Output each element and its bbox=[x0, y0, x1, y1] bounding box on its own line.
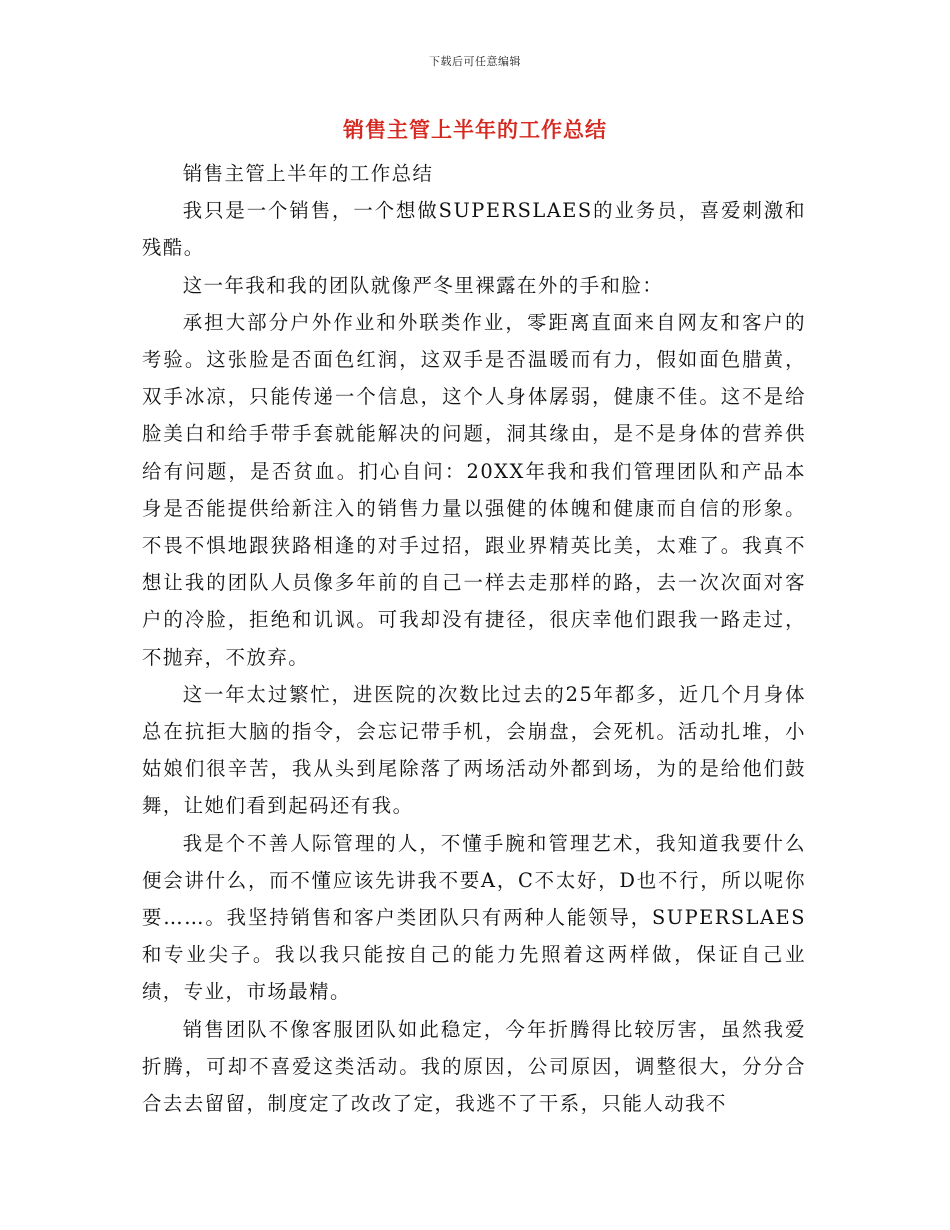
paragraph: 我是个不善人际管理的人，不懂手腕和管理艺术，我知道我要什么便会讲什么，而不懂应该先讲我不要A，C不太好，D也不行，所以呢你要……。我坚持销售和客户类团队只有两种人能领导，SUPERSLAES和专业尖子。我以我只能按自己的能力先照着这两样做，保证自己业绩，专业，市场最精。 bbox=[142, 831, 806, 1004]
paragraph: 承担大部分户外作业和外联类作业，零距离直面来自网友和客户的考验。这张脸是否面色红润，这双手是否温暖而有力，假如面色腊黄，双手冰凉，只能传递一个信息，这个人身体孱弱，健康不佳。这不是给脸美白和给手带手套就能解决的问题，洞其缘由，是不是身体的营养供给有问题，是否贫血。扪心自问：20XX年我和我们管理团队和产品本身是否能提供给新注入的销售力量以强健的体魄和健康而自信的形象。不畏不惧地跟狭路相逢的对手过招，跟业界精英比美，太难了。我真不想让我的团队人员像多年前的自己一样去走那样的路，去一次次面对客户的冷脸，拒绝和讥讽。可我却没有捷径，很庆幸他们跟我一路走过，不抛弃，不放弃。 bbox=[142, 310, 806, 669]
document-body bbox=[142, 155, 806, 1122]
download-edit-note: 下载后可任意编辑 bbox=[429, 55, 521, 68]
paragraph: 这一年太过繁忙，进医院的次数比过去的25年都多，近几个月身体总在抗拒大脑的指令，会忘记带手机，会崩盘，会死机。活动扎堆，小姑娘们很辛苦，我从头到尾除落了两场活动外都到场，为的是给他们鼓舞，让她们看到起码还有我。 bbox=[142, 682, 806, 818]
paragraph: 销售团队不像客服团队如此稳定，今年折腾得比较厉害，虽然我爱折腾，可却不喜爱这类活动。我的原因，公司原因，调整很大，分分合合去去留留，制度定了改改了定，我逃不了干系，只能人动我不 bbox=[142, 1017, 806, 1116]
paragraph-subtitle: 销售主管上半年的工作总结 bbox=[182, 162, 434, 185]
paragraph: 这一年我和我的团队就像严冬里裸露在外的手和脸： bbox=[182, 273, 664, 297]
paragraph: 我只是一个销售，一个想做SUPERSLAES的业务员，喜爱刺激和残酷。 bbox=[142, 199, 806, 260]
document-title: 销售主管上半年的工作总结 bbox=[343, 117, 607, 142]
